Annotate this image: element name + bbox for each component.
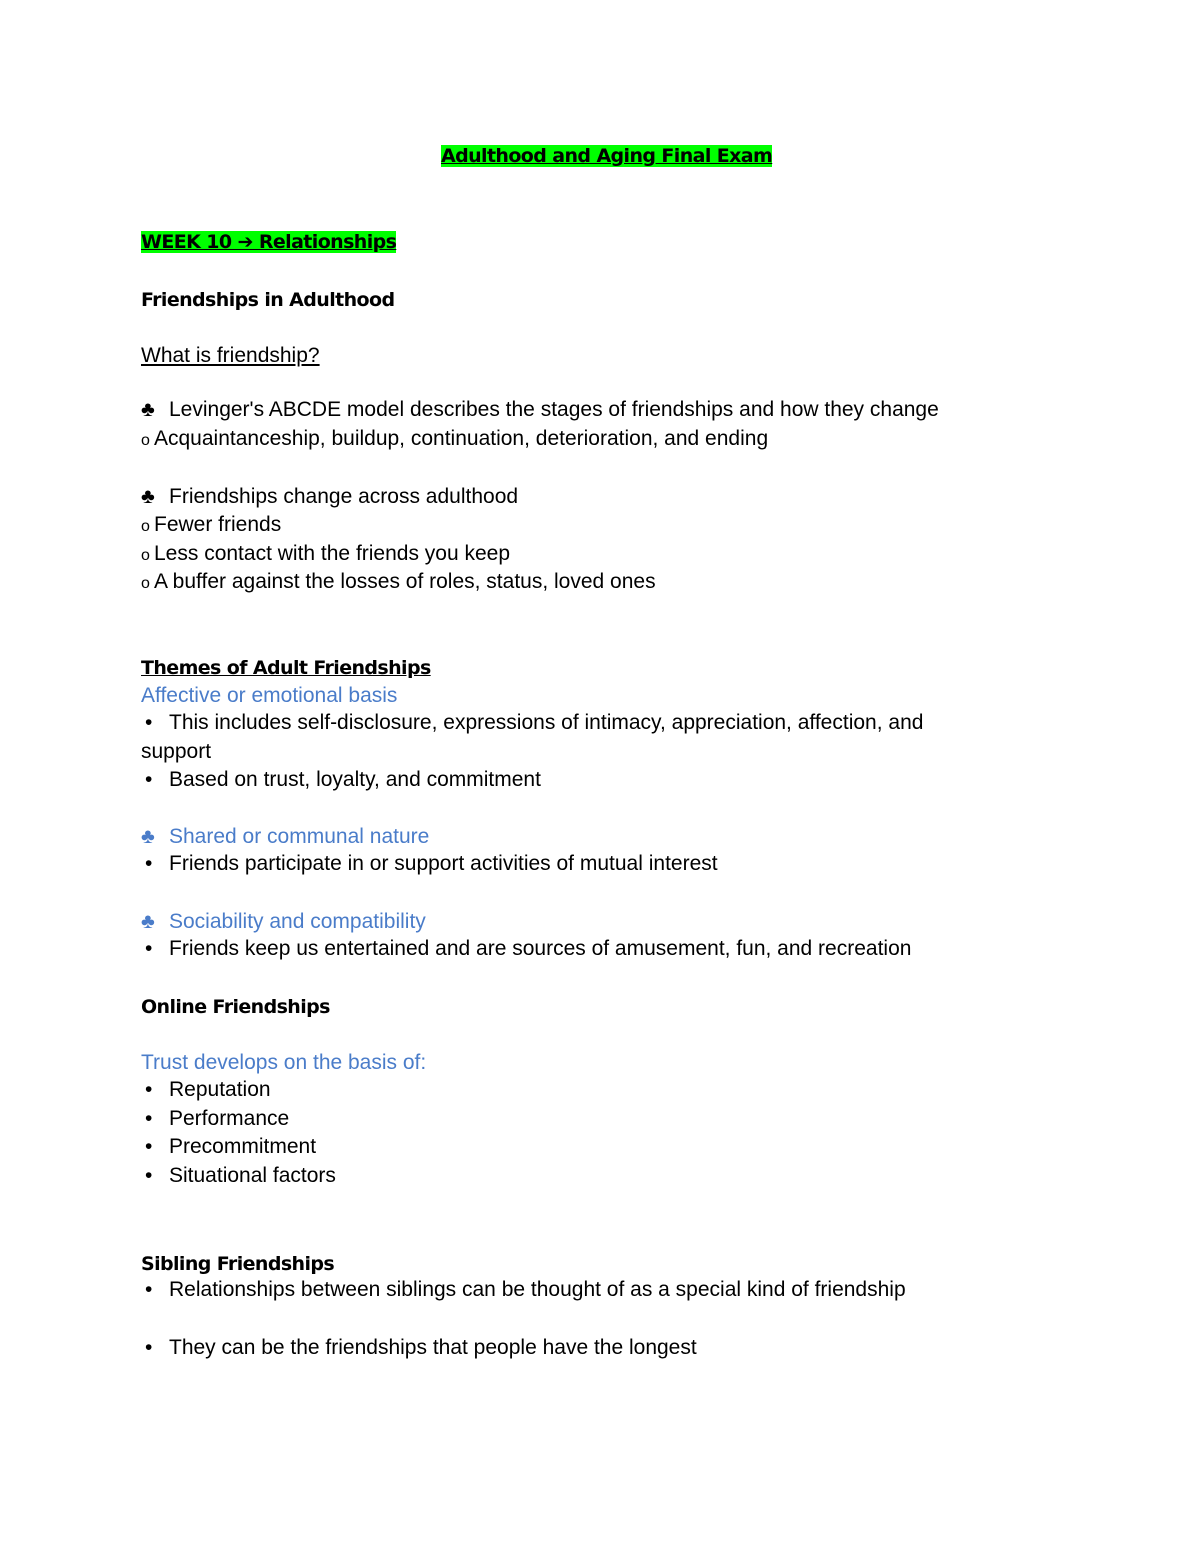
club-icon: ♣ xyxy=(141,825,155,848)
circle-bullet-icon: o xyxy=(141,547,150,564)
bullet-item-text: They can be the friendships that people have the longest xyxy=(169,1336,697,1359)
bullet-item-text: Performance xyxy=(169,1107,290,1130)
sub-list-item-text: Fewer friends xyxy=(154,513,282,536)
bullet-item xyxy=(141,1335,697,1361)
bullet-icon: • xyxy=(145,711,153,734)
bullet-item-text: Relationships between siblings can be thought of as a special kind of friendship xyxy=(169,1278,906,1301)
bullet-icon: • xyxy=(145,1278,153,1301)
theme-shared xyxy=(141,824,429,850)
bullet-item-text: Precommitment xyxy=(169,1135,317,1158)
bullet-item xyxy=(141,1277,906,1303)
theme-shared-text: Shared or communal nature xyxy=(169,825,430,848)
list-item xyxy=(141,484,518,510)
bullet-item xyxy=(141,1134,316,1160)
circle-bullet-icon: o xyxy=(141,432,150,449)
bullet-item xyxy=(141,936,911,962)
section-heading-friendships: Friendships in Adulthood xyxy=(141,289,395,311)
bullet-icon: • xyxy=(145,1078,153,1101)
list-item xyxy=(141,397,939,423)
circle-bullet-icon: o xyxy=(141,518,150,535)
bullet-icon: • xyxy=(145,1336,153,1359)
section-heading-themes: Themes of Adult Friendships xyxy=(141,657,431,679)
bullet-item-text: Friends participate in or support activities of mutual interest xyxy=(169,852,718,875)
list-item-text: Levinger's ABCDE model describes the stages of friendships and how they change xyxy=(169,398,939,421)
sub-list-item xyxy=(141,569,656,597)
bullet-icon: • xyxy=(145,1107,153,1130)
bullet-icon: • xyxy=(145,1135,153,1158)
list-item-text: Friendships change across adulthood xyxy=(169,485,519,508)
section-heading-sibling: Sibling Friendships xyxy=(141,1253,335,1275)
document-title-text: Adulthood and Aging Final Exam xyxy=(441,145,773,167)
bullet-item xyxy=(141,1163,336,1189)
bullet-item xyxy=(141,1077,271,1103)
theme-sociability-text: Sociability and compatibility xyxy=(169,910,426,933)
sub-list-item-text: Less contact with the friends you keep xyxy=(154,542,511,565)
what-is-friendship: What is friendship? xyxy=(141,344,320,367)
sub-list-item xyxy=(141,426,768,454)
bullet-item xyxy=(141,851,718,877)
bullet-item-continuation: support xyxy=(141,740,212,763)
club-icon: ♣ xyxy=(141,485,155,508)
bullet-item xyxy=(141,1106,289,1132)
bullet-icon: • xyxy=(145,1164,153,1187)
sub-list-item-text: Acquaintanceship, buildup, continuation, deterioration, and ending xyxy=(154,427,769,450)
bullet-item-text: Based on trust, loyalty, and commitment xyxy=(169,768,541,791)
bullet-item xyxy=(141,710,923,736)
bullet-icon: • xyxy=(145,937,153,960)
club-icon: ♣ xyxy=(141,910,155,933)
bullet-item-text: Situational factors xyxy=(169,1164,336,1187)
document-title xyxy=(441,143,772,169)
theme-affective: Affective or emotional basis xyxy=(141,684,398,707)
circle-bullet-icon: o xyxy=(141,575,150,592)
bullet-item-text: This includes self-disclosure, expressions of intimacy, appreciation, affection, and xyxy=(169,711,924,734)
bullet-icon: • xyxy=(145,852,153,875)
bullet-item-text: Friends keep us entertained and are sources of amusement, fun, and recreation xyxy=(169,937,912,960)
theme-sociability xyxy=(141,909,426,935)
week-heading xyxy=(141,229,396,255)
bullet-item xyxy=(141,767,541,793)
club-icon: ♣ xyxy=(141,398,155,421)
sub-list-item xyxy=(141,541,510,569)
sub-list-item xyxy=(141,512,281,540)
sub-list-item-text: A buffer against the losses of roles, status, loved ones xyxy=(154,570,656,593)
week-heading-text: WEEK 10 ➔ Relationships xyxy=(141,231,397,253)
trust-label: Trust develops on the basis of: xyxy=(141,1051,427,1074)
bullet-item-text: Reputation xyxy=(169,1078,271,1101)
bullet-icon: • xyxy=(145,768,153,791)
section-heading-online: Online Friendships xyxy=(141,996,330,1018)
